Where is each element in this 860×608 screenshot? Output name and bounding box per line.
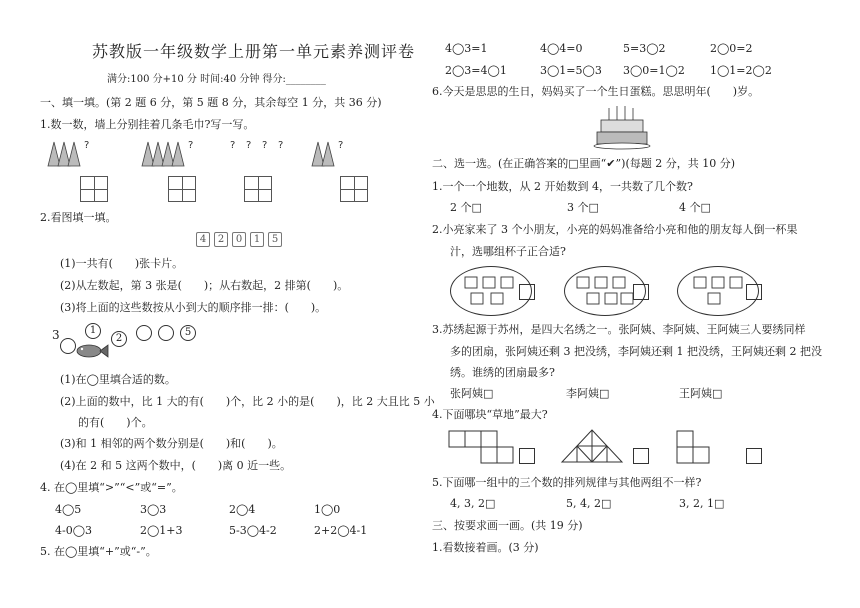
question-2-2-line2: 汁，选哪组杯子正合适? (450, 245, 566, 258)
section2-heading: 二、选一选。(在正确答案的□里画“✔”)(每题 2 分，共 10 分) (432, 157, 736, 170)
cake-icon (593, 104, 651, 150)
page-subtitle: 满分:100 分+10 分 时间:40 分钟 得分:________ (107, 74, 326, 85)
answer-grid-1[interactable] (80, 176, 108, 202)
sign-item[interactable]: 2◯3=4◯1 (445, 64, 507, 77)
grass-shape-c (676, 430, 716, 466)
number-card: 4 (196, 232, 210, 247)
q3-item-1: (1)在◯里填合适的数。 (60, 373, 176, 386)
number-circle: 1 (85, 323, 101, 339)
fish-icon (74, 342, 110, 360)
number-card: 1 (250, 232, 264, 247)
question-2-3-line1: 3.苏绣起源于苏州，是四大名绣之一。张阿姨、李阿姨、王阿姨三人要绣同样 (432, 323, 806, 336)
answer-grid-2[interactable] (168, 176, 196, 202)
option[interactable]: 4 个□ (679, 201, 711, 214)
question-3-1: 1.看数接着画。(3 分) (432, 541, 539, 554)
answer-grid-4[interactable] (340, 176, 368, 202)
sign-item[interactable]: 1◯1=2◯2 (710, 64, 772, 77)
option[interactable]: 3 个□ (567, 201, 599, 214)
number-card: 5 (268, 232, 282, 247)
number-circle: 2 (111, 331, 127, 347)
compare-item[interactable]: 2◯1+3 (140, 524, 183, 537)
option[interactable]: 4, 3, 2□ (450, 497, 496, 510)
question-2-4: 4.下面哪块“草地”最大? (432, 408, 548, 421)
svg-text:?: ? (84, 140, 90, 151)
section1-heading: 一、填一填。(第 2 题 6 分，第 5 题 8 分，其余每空 1 分，共 36 分) (40, 96, 382, 109)
question-1-5: 5. 在◯里填“+”或“-”。 (40, 545, 157, 558)
q3-item-4: (4)在 2 和 5 这两个数中，( )离 0 近一些。 (60, 459, 292, 472)
compare-item[interactable]: 5-3◯4-2 (229, 524, 277, 537)
q2-item-1: (1)一共有( )张卡片。 (60, 257, 184, 270)
option[interactable]: 5, 4, 2□ (566, 497, 612, 510)
option[interactable]: 2 个□ (450, 201, 482, 214)
blank-circle[interactable] (158, 325, 174, 341)
svg-text:?: ? (338, 140, 344, 151)
number-circle: 5 (180, 325, 196, 341)
grass-shape-b (560, 428, 626, 464)
compare-item[interactable]: 2+2◯4-1 (314, 524, 368, 537)
sign-item[interactable]: 3◯0=1◯2 (623, 64, 685, 77)
q3-item-2b: 的有( )个。 (78, 416, 153, 429)
question-2-1: 1.一个一个地数，从 2 开始数到 4，一共数了几个数? (432, 180, 693, 193)
towels-illustration (46, 138, 416, 170)
sign-item[interactable]: 5=3◯2 (623, 42, 666, 55)
section3-heading: 三、按要求画一画。(共 19 分) (432, 519, 583, 532)
q2-item-3: (3)将上面的这些数按从小到大的顺序排一排：( )。 (60, 301, 327, 314)
svg-text:?: ? (188, 140, 194, 151)
svg-text:?: ? (230, 140, 236, 151)
question-1-6: 6.今天是思思的生日，妈妈买了一个生日蛋糕。思思明年( )岁。 (432, 85, 760, 98)
checkbox-a[interactable] (519, 284, 535, 300)
q3-item-3: (3)和 1 相邻的两个数分别是( )和( )。 (60, 437, 283, 450)
question-1-4: 4. 在◯里填“>”“<”或“=”。 (40, 481, 183, 494)
question-1-1: 1.数一数，墙上分别挂着几条毛巾?写一写。 (40, 118, 255, 131)
blank-circle[interactable] (136, 325, 152, 341)
question-2-2-line1: 2.小亮家来了 3 个小朋友，小亮的妈妈准备给小亮和他的朋友每人倒一杯果 (432, 223, 798, 236)
checkbox-shape-b[interactable] (633, 448, 649, 464)
question-1-3-number: 3 (52, 328, 60, 342)
option[interactable]: 张阿姨□ (450, 387, 494, 400)
number-card: 2 (214, 232, 228, 247)
option[interactable]: 3, 2, 1□ (679, 497, 725, 510)
svg-text:?: ? (278, 140, 284, 151)
compare-item[interactable]: 1◯0 (314, 503, 341, 516)
sign-item[interactable]: 4◯3=1 (445, 42, 488, 55)
sign-item[interactable]: 2◯0=2 (710, 42, 753, 55)
page-title: 苏教版一年级数学上册第一单元素养测评卷 (92, 42, 416, 61)
sign-item[interactable]: 3◯1=5◯3 (540, 64, 602, 77)
sign-item[interactable]: 4◯4=0 (540, 42, 583, 55)
question-2-3-line3: 绣。谁绣的团扇最多? (450, 366, 555, 379)
option[interactable]: 李阿姨□ (566, 387, 610, 400)
answer-grid-3[interactable] (244, 176, 272, 202)
q2-item-2: (2)从左数起，第 3 张是( )；从右数起，2 排第( )。 (60, 279, 349, 292)
question-1-2: 2.看图填一填。 (40, 211, 117, 224)
compare-item[interactable]: 4-0◯3 (55, 524, 93, 537)
checkbox-shape-a[interactable] (519, 448, 535, 464)
compare-item[interactable]: 4◯5 (55, 503, 82, 516)
svg-text:?: ? (246, 140, 252, 151)
option[interactable]: 王阿姨□ (679, 387, 723, 400)
checkbox-shape-c[interactable] (746, 448, 762, 464)
question-2-3-line2: 多的团扇，张阿姨还剩 3 把没绣，李阿姨还剩 1 把没绣，王阿姨还剩 2 把没 (450, 345, 822, 358)
checkbox-c[interactable] (746, 284, 762, 300)
compare-item[interactable]: 2◯4 (229, 503, 256, 516)
grass-shape-a (448, 430, 528, 466)
checkbox-b[interactable] (633, 284, 649, 300)
q3-item-2: (2)上面的数中，比 1 大的有( )个，比 2 小的是( )，比 2 大且比 5 小 (60, 395, 435, 408)
compare-item[interactable]: 3◯3 (140, 503, 167, 516)
number-card: 0 (232, 232, 246, 247)
svg-text:?: ? (262, 140, 268, 151)
question-2-5: 5.下面哪一组中的三个数的排列规律与其他两组不一样? (432, 476, 702, 489)
